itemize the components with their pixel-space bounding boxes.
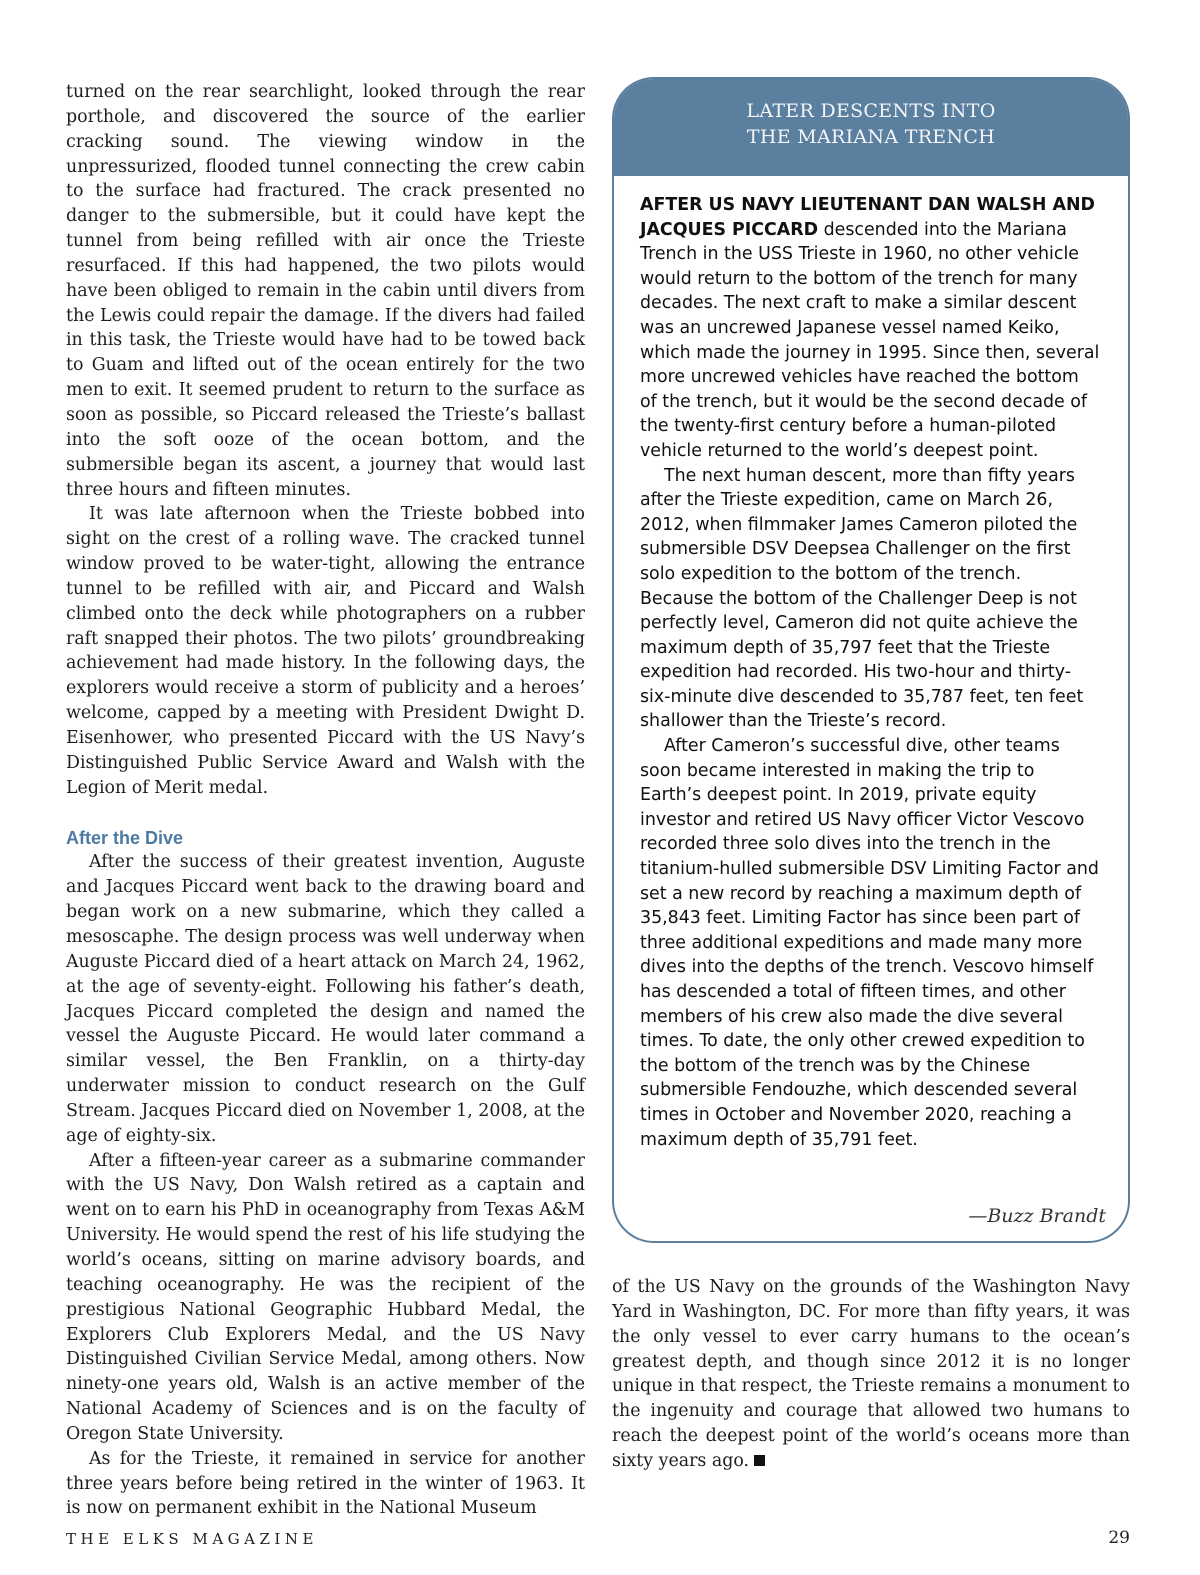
- article-paragraph: [612, 1275, 1130, 1474]
- sidebar-title-line: THE MARIANA TRENCH: [746, 126, 996, 148]
- sidebar-byline: —Buzz Brandt: [968, 1205, 1106, 1227]
- end-mark-icon: [754, 1455, 765, 1466]
- article-paragraph: After the success of their greatest invention, Auguste and Jacques Piccard went back to the drawing board and began work on a new submarine, which they called a mesoscaphe. The design process was well underway when Auguste Piccard died of a heart attack on March 24, 1962, at the age of seventy-eight. Following his father’s death, Jacques Piccard completed the design and named the vessel the Auguste Piccard. He would later command a similar vessel, the Ben Franklin, on a thirty-day underwater mission to conduct research on the Gulf Stream. Jacques Piccard died on November 1, 2008, at the age of eighty-six.: [66, 852, 585, 1146]
- sidebar-paragraph: [640, 193, 1100, 464]
- sidebar-title-line: LATER DESCENTS INTO: [746, 100, 996, 122]
- footer-magazine-name: THE ELKS MAGAZINE: [66, 1530, 318, 1548]
- article-paragraph-text: of the US Navy on the grounds of the Washington Navy Yard in Washington, DC. For more than fifty years, it was the only vessel to ever carry humans to the ocean’s greatest depth, and though since 2012 it is no longer unique in that respect, the Trieste remains a monument to the ingenuity and courage that allowed two humans to reach the deepest point of the world’s oceans more than sixty years ago.: [612, 1277, 1130, 1471]
- sidebar-lead-in: AFTER US NAVY LIEUTENANT DAN WALSH AND JACQUES PICCARD: [640, 195, 1095, 240]
- article-paragraph: As for the Trieste, it remained in service for another three years before being retired in the winter of 1963. It is now on permanent exhibit in the National Museum: [66, 1448, 585, 1519]
- sidebar-body: [614, 176, 1128, 1152]
- main-article-left-column: [66, 80, 585, 1521]
- main-article-right-column: [612, 1275, 1130, 1474]
- footer-page-number: 29: [1108, 1528, 1130, 1548]
- sidebar-title: [614, 79, 1128, 176]
- article-paragraph: It was late afternoon when the Trieste bobbed into sight on the crest of a rolling wave. The cracked tunnel window proved to be water-tight, allowing the entrance tunnel to be refilled with air, and Piccard and Walsh climbed onto the deck while photographers on a rubber raft snapped their photos. The two pilots’ groundbreaking achievement had made history. In the following days, the explorers would receive a storm of publicity and a heroes’ welcome, capped by a meeting with President Dwight D. Eisenhower, who presented Piccard with the US Navy’s Distinguished Public Service Award and Walsh with the Legion of Merit medal.: [66, 504, 585, 798]
- section-heading: After the Dive: [66, 828, 184, 849]
- sidebar-paragraph: After Cameron’s successful dive, other teams soon became interested in making the trip to Earth’s deepest point. In 2019, private equity investor and retired US Navy officer Victor Vescovo recorded three solo dives into the trench in the titanium-hulled submersible DSV Limiting Factor and set a new record by reaching a maximum depth of 35,843 feet. Limiting Factor has since been part of three additional expeditions and made many more dives into the depths of the trench. Vescovo himself has descended a total of fifteen times, and other members of his crew also made the dive several times. To date, the only other crewed expedition to the bottom of the trench was by the Chinese submersible Fendouzhe, which descended several times in October and November 2020, reaching a maximum depth of 35,791 feet.: [640, 736, 1099, 1150]
- sidebar-paragraph-text: descended into the Mariana Trench in the USS Trieste in 1960, no other vehicle would return to the bottom of the trench for many decades. The next craft to make a similar descent was an uncrewed Japanese vessel named Keiko, which made the journey in 1995. Since then, several more uncrewed vehicles have reached the bottom of the trench, but it would be the second decade of the twenty-first century before a human-piloted vehicle returned to the world’s deepest point.: [640, 219, 1100, 461]
- article-paragraph: turned on the rear searchlight, looked through the rear porthole, and discovered the source of the earlier cracking sound. The viewing window in the unpressurized, flooded tunnel connecting the crew cabin to the surface had fractured. The crack presented no danger to the submersible, but it could have kept the tunnel from being refilled with air once the Trieste resurfaced. If this had happened, the two pilots would have been obliged to remain in the cabin until divers from the Lewis could repair the damage. If the divers had failed in this task, the Trieste would have had to be towed back to Guam and lifted out of the ocean entirely for the two men to exit. It seemed prudent to return to the surface as soon as possible, so Piccard released the Trieste’s ballast into the soft ooze of the ocean bottom, and the submersible began its ascent, a journey that would last three hours and fifteen minutes.: [66, 82, 585, 500]
- sidebar-box: [612, 77, 1130, 1243]
- sidebar-paragraph: The next human descent, more than fifty years after the Trieste expedition, came on March 26, 2012, when filmmaker James Cameron piloted the submersible DSV Deepsea Challenger on the first solo expedition to the bottom of the trench. Because the bottom of the Challenger Deep is not perfectly level, Cameron did not quite achieve the maximum depth of 35,797 feet that the Trieste expedition had recorded. His two-hour and thirty-six-minute dive descended to 35,787 feet, ten feet shallower than the Trieste’s record.: [640, 465, 1084, 732]
- article-paragraph: After a fifteen-year career as a submarine commander with the US Navy, Don Walsh retired as a captain and went on to earn his PhD in oceanography from Texas A&M University. He would spend the rest of his life studying the world’s oceans, sitting on marine advisory boards, and teaching oceanography. He was the recipient of the prestigious National Geographic Hubbard Medal, the Explorers Club Explorers Medal, and the US Navy Distinguished Civilian Service Medal, among others. Now ninety-one years old, Walsh is an active member of the National Academy of Sciences and is on the faculty of Oregon State University.: [66, 1150, 585, 1444]
